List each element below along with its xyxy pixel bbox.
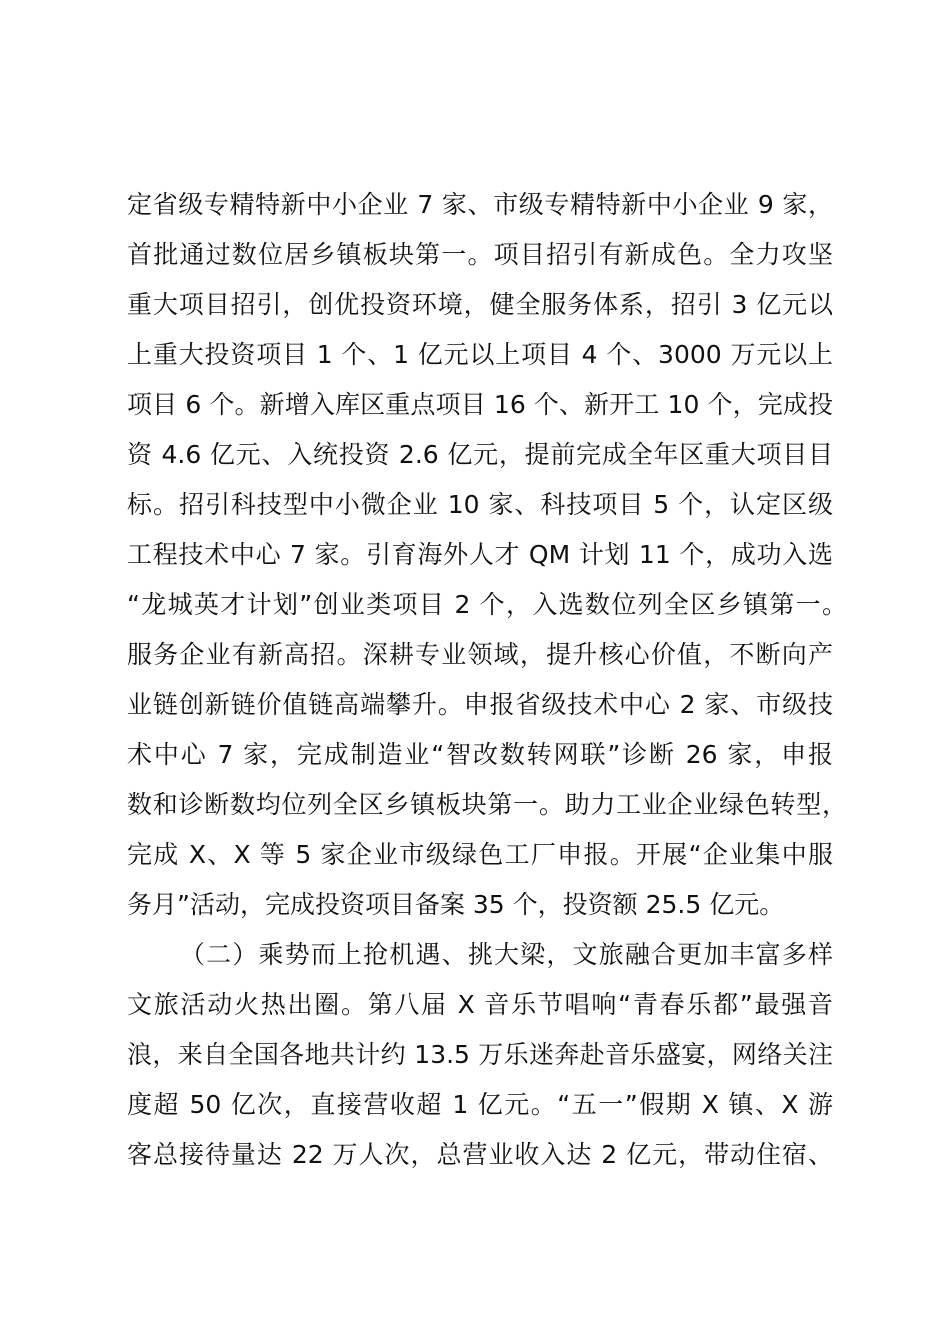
text-line: “龙城英才计划”创业类项目 2 个，入选数位列全区乡镇第一。: [127, 590, 847, 619]
text-line: 术中心 7 家，完成制造业“智改数转网联”诊断 26 家，申报: [127, 740, 833, 769]
text-line: 文旅活动火热出圈。第八届 X 音乐节唱响“青春乐都”最强音: [127, 990, 833, 1019]
paragraph-culture-tourism: [127, 930, 847, 1180]
text-line: 数和诊断数均位列全区乡镇板块第一。助力工业企业绿色转型，: [127, 790, 847, 819]
text-line-paragraph-end: 务月”活动，完成投资项目备案 35 个，投资额 25.5 亿元。: [127, 890, 785, 919]
text-line: 工程技术中心 7 家。引育海外人才 QM 计划 11 个，成功入选: [127, 540, 833, 569]
text-line: 资 4.6 亿元、入统投资 2.6 亿元，提前完成全年区重大项目目: [127, 440, 833, 469]
text-line: 项目 6 个。新增入库区重点项目 16 个、新开工 10 个，完成投: [127, 390, 833, 419]
text-line: 业链创新链价值链高端攀升。申报省级技术中心 2 家、市级技: [127, 690, 833, 719]
section-heading-line: （二）乘势而上抢机遇、挑大梁，文旅融合更加丰富多样: [180, 940, 833, 969]
text-line: 重大项目招引，创优投资环境，健全服务体系，招引 3 亿元以: [127, 290, 833, 319]
text-line: 浪，来自全国各地共计约 13.5 万乐迷奔赴音乐盛宴，网络关注: [127, 1040, 833, 1069]
text-line: 完成 X、X 等 5 家企业市级绿色工厂申报。开展“企业集中服: [127, 840, 833, 869]
text-line: 首批通过数位居乡镇板块第一。项目招引有新成色。全力攻坚: [127, 240, 833, 269]
text-line: 定省级专精特新中小企业 7 家、市级专精特新中小企业 9 家，: [127, 190, 833, 219]
text-line: 上重大投资项目 1 个、1 亿元以上项目 4 个、3000 万元以上: [127, 340, 833, 369]
paragraph-enterprise-services: [127, 180, 847, 930]
body-text: [127, 180, 847, 1180]
text-line: 客总接待量达 22 万人次，总营业收入达 2 亿元，带动住宿、: [127, 1140, 833, 1169]
text-line: 服务企业有新高招。深耕专业领域，提升核心价值，不断向产: [127, 640, 833, 669]
text-line: 标。招引科技型中小微企业 10 家、科技项目 5 个，认定区级: [127, 490, 833, 519]
text-line: 度超 50 亿次，直接营收超 1 亿元。“五一”假期 X 镇、X 游: [127, 1090, 833, 1119]
